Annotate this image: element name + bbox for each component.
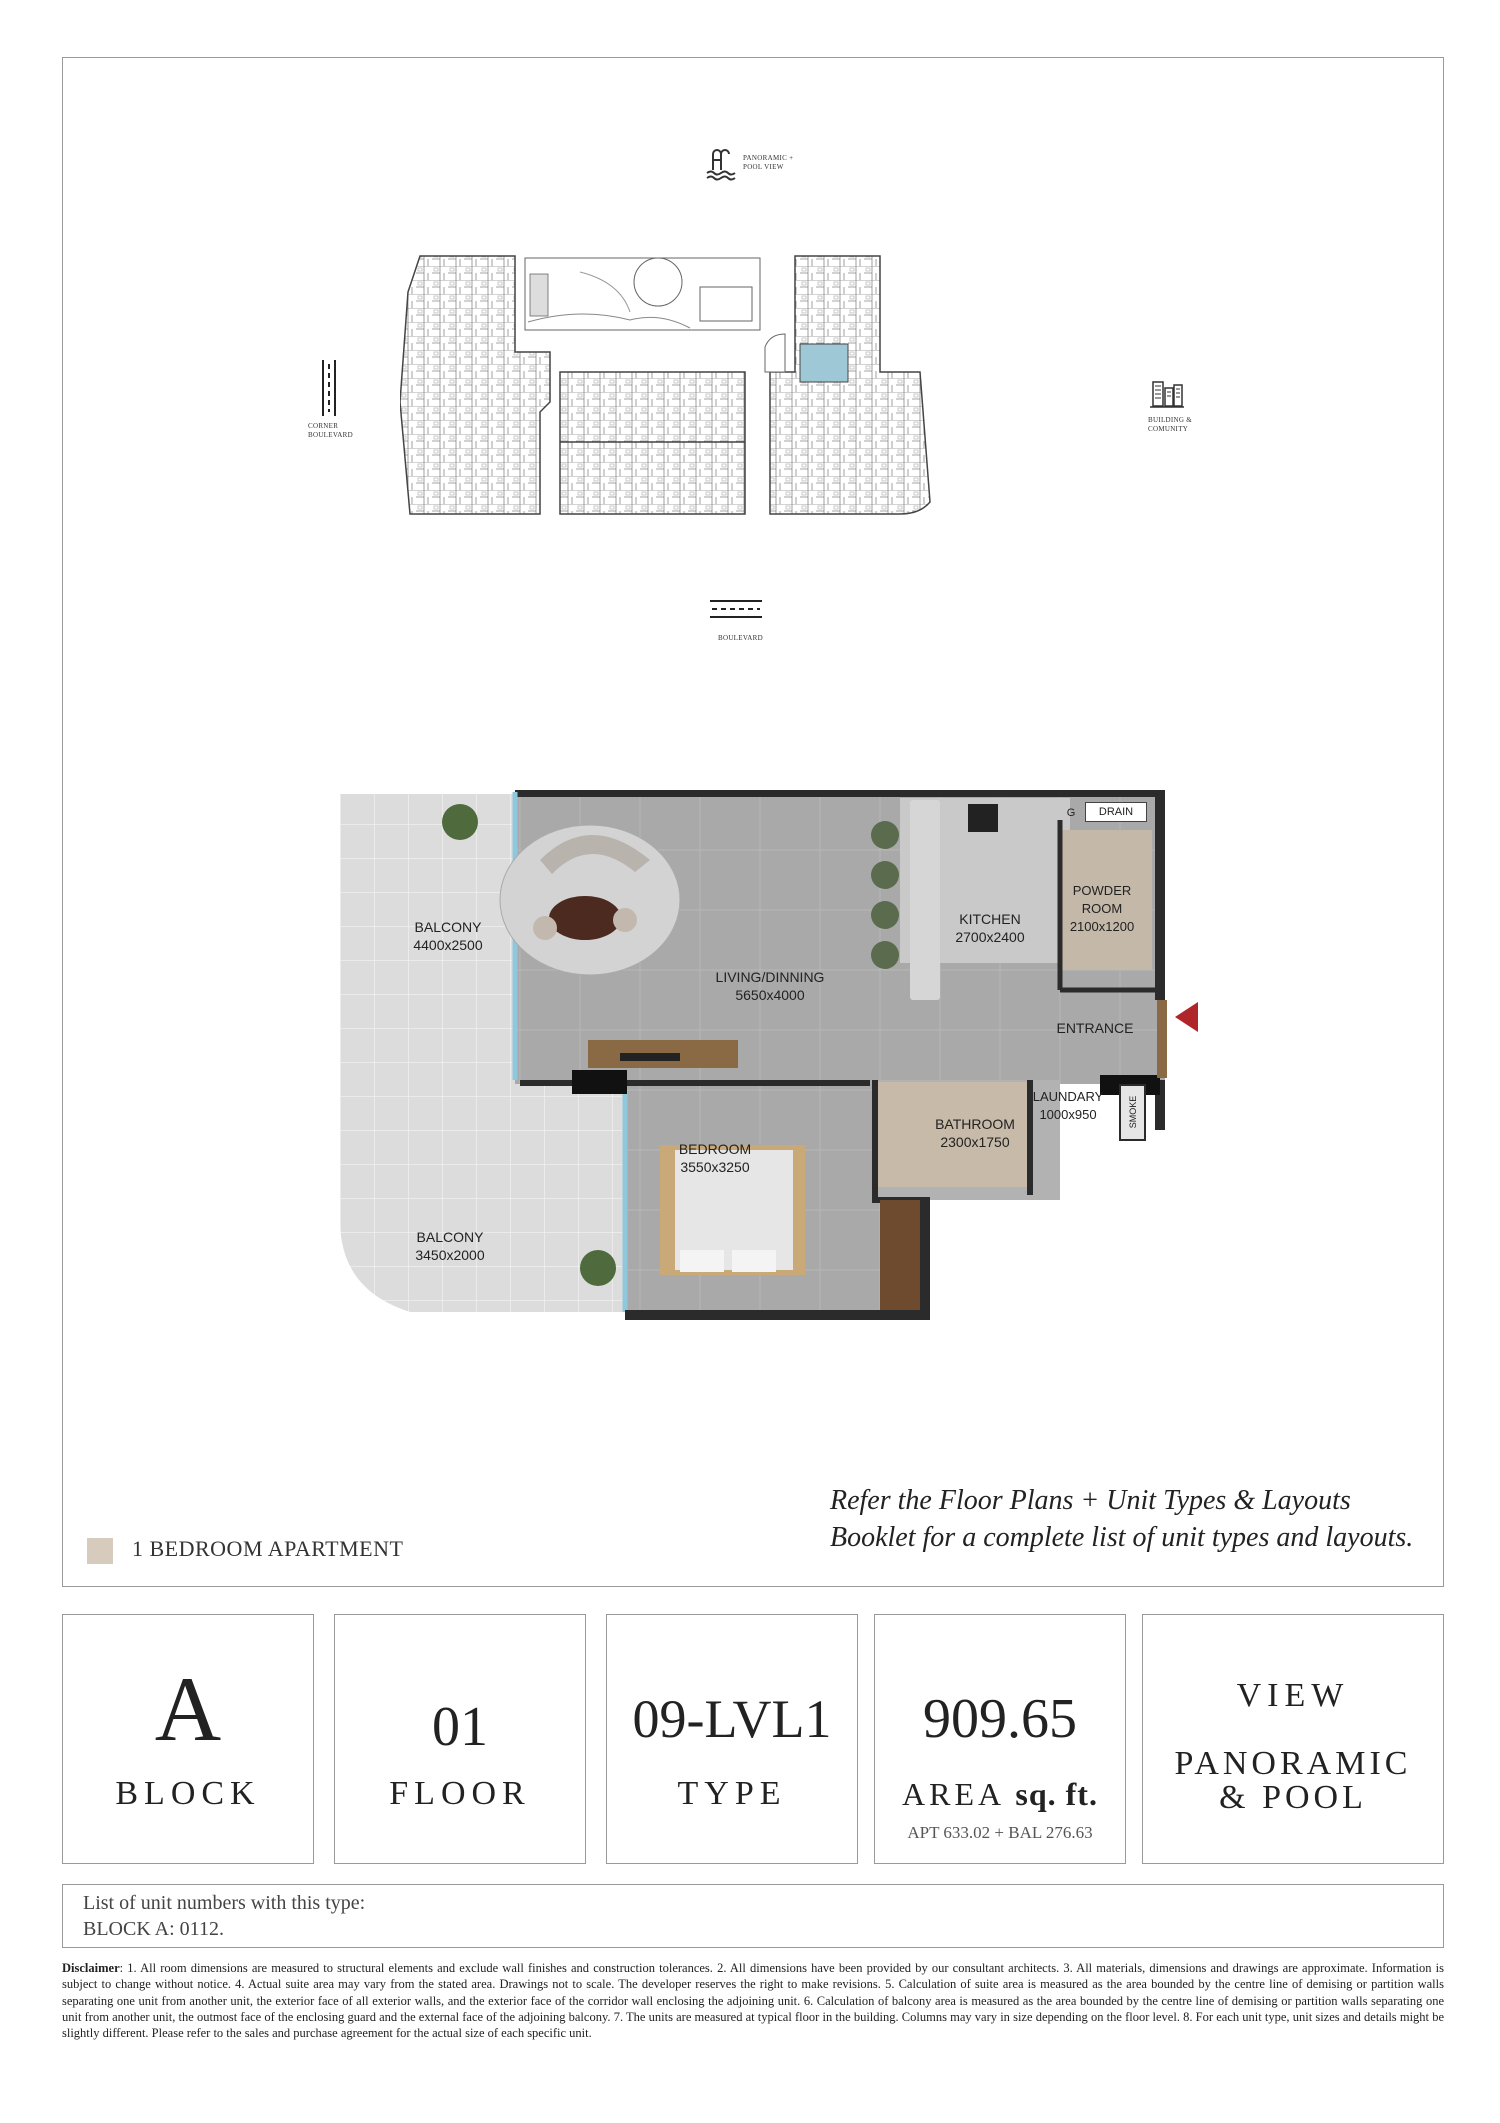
- block-caption: BLOCK: [115, 1775, 261, 1812]
- area-card: [874, 1614, 1126, 1864]
- disclaimer-label: Disclaimer: [62, 1961, 120, 1975]
- living-label: LIVING/DINNING 5650x4000: [715, 969, 825, 1003]
- g-label: G: [1066, 807, 1076, 819]
- block-value: A: [154, 1658, 222, 1760]
- disclaimer: [62, 1960, 1444, 2041]
- floor-card: [334, 1614, 586, 1864]
- view-value-1: PANORAMIC: [1174, 1745, 1412, 1782]
- area-breakdown: APT 633.02 + BAL 276.63: [907, 1823, 1093, 1842]
- legend-swatch: [87, 1538, 113, 1564]
- left-road-label: CORNER BOULEVARD: [308, 422, 353, 439]
- laundry-label: LAUNDARY 1000x950: [1032, 1089, 1104, 1122]
- smoke-label: SMOKE: [1128, 1095, 1138, 1129]
- area-caption: AREA: [902, 1776, 1004, 1812]
- top-view-label: PANORAMIC + POOL VIEW: [743, 154, 794, 171]
- view-caption: VIEW: [1236, 1677, 1350, 1714]
- site-plan: [290, 140, 1210, 650]
- site-plan-drawing: [400, 252, 1090, 518]
- bathroom-label: BATHROOM 2300x1750: [935, 1116, 1015, 1150]
- kitchen-label: KITCHEN 2700x2400: [955, 911, 1025, 945]
- pool-icon: [705, 148, 737, 182]
- balcony-2-label: BALCONY 3450x2000: [415, 1229, 485, 1263]
- type-value: 09-LVL1: [632, 1689, 832, 1749]
- bedroom-label: BEDROOM 3550x3250: [678, 1141, 752, 1175]
- block-card: [62, 1614, 314, 1864]
- unit-list-value: BLOCK A: 0112.: [83, 1918, 224, 1940]
- bottom-road-label: BOULEVARD: [718, 634, 763, 642]
- entrance-label: ENTRANCE: [1056, 1020, 1134, 1036]
- floor-plan: [340, 790, 1210, 1330]
- floor-value: 01: [432, 1696, 488, 1758]
- disclaimer-text: : 1. All room dimensions are measured to structural elements and exclude wall finishes and construction tolerances. 2. All dimensions have been provided by our consultant architects. 3. All materials, dimensions and drawings are approximate. Information is subject to change without notice. 4. Actual suite area may vary from the stated area. Drawings not to scale. The developer reserves the right to make revisions. 5. Calculation of suite area is measured as the area bounded by the centre line of demising or partition walls separating one unit from another unit, the exterior face of all exterior walls, and the exterior face of the corridor wall enclosing the adjoining unit. 6. Calculation of balcony area is measured as the area bounded by the centre line of demising or partition walls separating one unit from another unit, the outmost face of the enclosing guard and the external face of the adjoining balcony. 7. The units are measured at typical floor in the building. Columns may vary in size depending on the floor level. 8. For each unit type, unit sizes and details might be slightly different. Please refer to the sales and purchase agreement for the actual size of each specific unit.: [62, 1961, 1444, 2041]
- type-card: [606, 1614, 858, 1864]
- unit-list-box: [62, 1884, 1444, 1948]
- type-caption: TYPE: [677, 1775, 787, 1812]
- view-card: [1142, 1614, 1444, 1864]
- area-caption-row: [875, 1775, 1125, 1813]
- area-value: 909.65: [923, 1688, 1077, 1750]
- unit-list-heading: List of unit numbers with this type:: [83, 1892, 366, 1914]
- area-unit: sq. ft.: [1015, 1776, 1098, 1812]
- floor-caption: FLOOR: [389, 1775, 531, 1812]
- drain-label: DRAIN: [1085, 802, 1147, 822]
- right-road-label: BUILDING & COMUNITY: [1148, 416, 1193, 433]
- building-icon: [1150, 378, 1184, 408]
- powder-room-label: POWDER ROOM 2100x1200: [1069, 883, 1135, 934]
- legend-label: 1 BEDROOM APARTMENT: [132, 1536, 404, 1561]
- left-road-icon: [322, 360, 336, 416]
- balcony-1-label: BALCONY 4400x2500: [413, 919, 483, 953]
- view-value-2: & POOL: [1219, 1779, 1367, 1816]
- bottom-road-icon: [710, 600, 762, 618]
- booklet-note: Refer the Floor Plans + Unit Types & Layouts Booklet for a complete list of unit types and layouts.: [830, 1485, 1414, 1553]
